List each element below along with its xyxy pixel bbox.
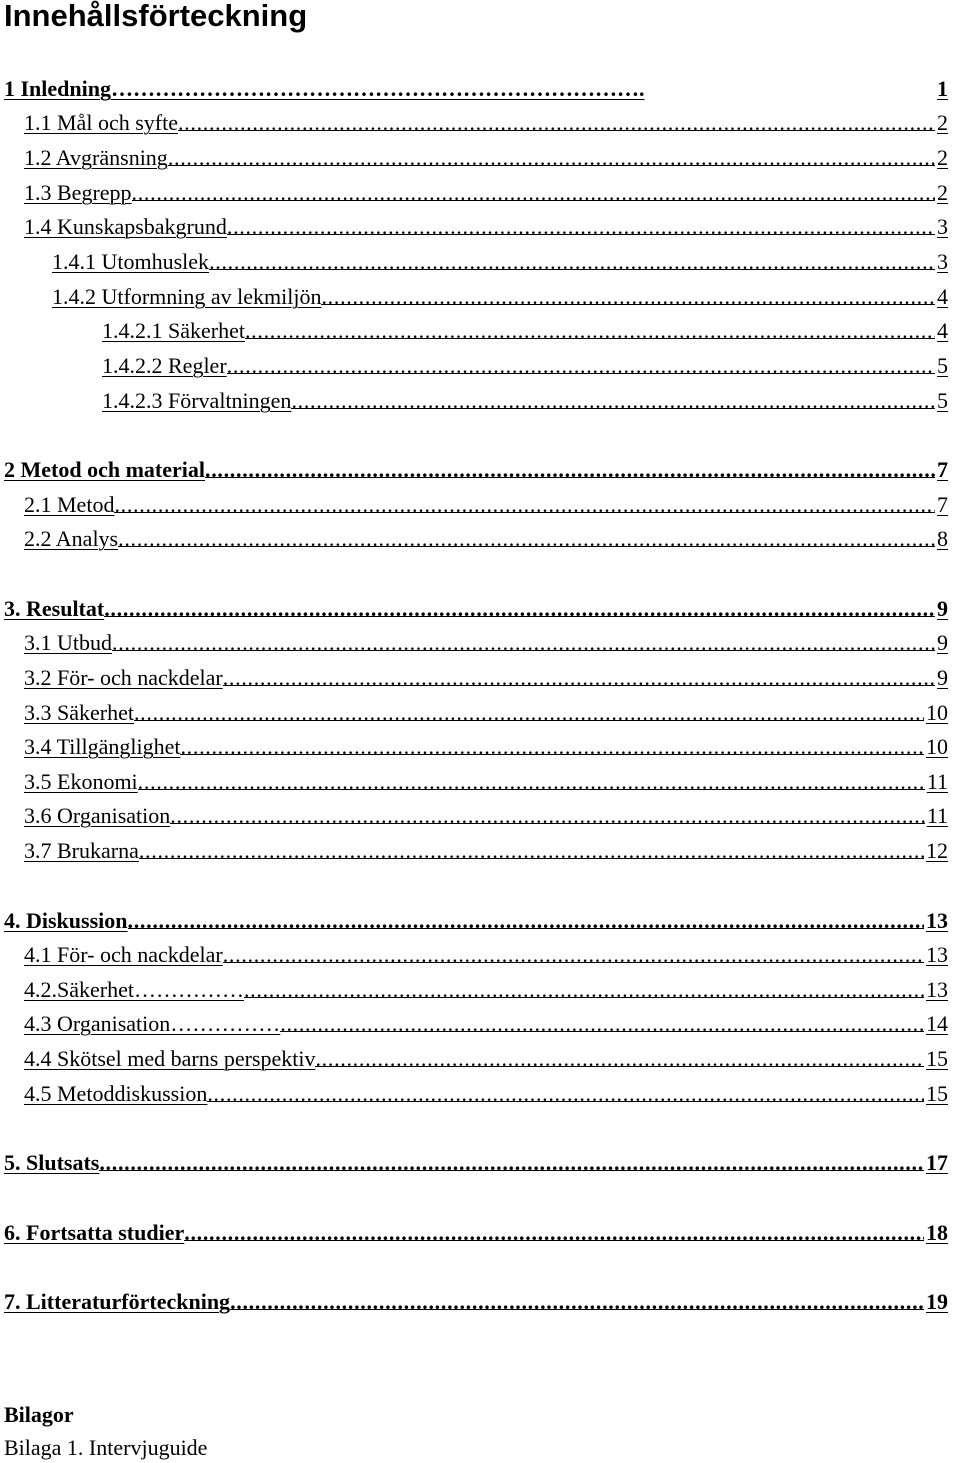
toc-entry-page-number: 15 — [926, 1081, 948, 1106]
dot-leader — [128, 906, 924, 929]
toc-entry-page-number: 13 — [926, 942, 948, 967]
toc-entry-page-number: 3 — [937, 249, 948, 274]
toc-entry-page-number: 11 — [926, 769, 948, 794]
toc-entry[interactable] — [24, 524, 948, 554]
toc-entry[interactable] — [24, 490, 948, 520]
toc-entry-page-number: 2 — [937, 180, 948, 205]
toc-entry[interactable] — [24, 212, 948, 242]
toc-entry-page-number: 19 — [926, 1289, 948, 1314]
toc-entry-label: 3.1 Utbud — [24, 630, 112, 655]
toc-entry-label: 3.4 Tillgänglighet — [24, 734, 181, 759]
toc-entry[interactable] — [24, 628, 948, 658]
toc-entry[interactable] — [102, 351, 948, 381]
toc-entry-label: 3.7 Brukarna — [24, 838, 139, 863]
toc-entry[interactable] — [24, 975, 948, 1005]
toc-entry-page-number: 5 — [937, 388, 948, 413]
toc-entry-label: 3.3 Säkerhet — [24, 700, 134, 725]
toc-entry[interactable] — [24, 940, 948, 970]
toc-entry[interactable] — [4, 1287, 948, 1317]
dot-leader — [99, 1148, 924, 1171]
toc-entry-label: 2.1 Metod — [24, 492, 115, 517]
toc-entry-label: 1 Inledning………………………………………………………………. — [4, 76, 645, 101]
toc-entry[interactable] — [24, 767, 948, 797]
toc-entry[interactable] — [4, 906, 948, 936]
toc-entry-page-number: 7 — [937, 457, 948, 482]
toc-entry-label: 7. Litteraturförteckning — [4, 1289, 231, 1314]
dot-leader — [230, 1287, 924, 1310]
toc-entry-page-number: 9 — [937, 665, 948, 690]
toc-entry[interactable] — [4, 74, 948, 104]
toc-entry-page-number: 13 — [926, 908, 948, 933]
toc-entry-page-number: 8 — [937, 526, 948, 551]
dot-leader — [112, 628, 935, 651]
toc-entry-page-number: 5 — [937, 353, 948, 378]
toc-entry[interactable] — [102, 386, 948, 416]
dot-leader — [223, 940, 924, 963]
toc-entry-label: 1.4 Kunskapsbakgrund — [24, 214, 227, 239]
toc-entry[interactable] — [24, 732, 948, 762]
dot-leader — [170, 801, 925, 824]
toc-entry-page-number: 4 — [937, 284, 948, 309]
toc-entry[interactable] — [24, 1009, 948, 1039]
dot-leader — [291, 386, 935, 409]
toc-entry[interactable] — [24, 663, 948, 693]
toc-entry-label: 1.4.2.1 Säkerhet — [102, 318, 245, 343]
dot-leader — [244, 975, 924, 998]
toc-entry[interactable] — [52, 247, 948, 277]
appendix-heading: Bilagor — [4, 1402, 74, 1427]
toc-entry-label: 3. Resultat — [4, 596, 105, 621]
toc-entry-label: 1.4.1 Utomhuslek — [52, 249, 210, 274]
toc-entry-page-number: 2 — [937, 110, 948, 135]
toc-entry-page-number: 2 — [937, 145, 948, 170]
toc-entry[interactable] — [24, 698, 948, 728]
dot-leader — [205, 455, 935, 478]
toc-entry[interactable] — [24, 178, 948, 208]
toc-entry-label: 5. Slutsats — [4, 1150, 100, 1175]
toc-entry-label: 4.4 Skötsel med barns perspektiv — [24, 1046, 316, 1071]
toc-entry-page-number: 17 — [926, 1150, 948, 1175]
toc-entry-label: 4.1 För- och nackdelar — [24, 942, 223, 967]
dot-leader — [134, 698, 924, 721]
toc-entry-label: 2 Metod och material — [4, 457, 205, 482]
toc-entry-label: 1.4.2.2 Regler — [102, 353, 227, 378]
dot-leader — [280, 1009, 924, 1032]
toc-entry-label: 1.4.2.3 Förvaltningen — [102, 388, 292, 413]
toc-entry-page-number: 12 — [926, 838, 948, 863]
toc-entry[interactable] — [4, 1148, 948, 1178]
dot-leader — [118, 524, 935, 547]
toc-entry-page-number: 14 — [926, 1011, 948, 1036]
toc-entry[interactable] — [24, 108, 948, 138]
toc-entry[interactable] — [102, 316, 948, 346]
toc-entry[interactable] — [4, 1218, 948, 1248]
toc-entry-page-number: 13 — [926, 977, 948, 1002]
dot-leader — [227, 212, 935, 235]
toc-entry-page-number: 7 — [937, 492, 948, 517]
dot-leader — [245, 316, 935, 339]
toc-entry-page-number: 18 — [926, 1220, 948, 1245]
dot-leader — [223, 663, 935, 686]
dot-leader — [209, 247, 935, 270]
toc-entry-label: 6. Fortsatta studier — [4, 1220, 185, 1245]
toc-entry-label: 1.1 Mål och syfte — [24, 110, 178, 135]
dot-leader — [132, 178, 935, 201]
toc-entry[interactable] — [24, 1044, 948, 1074]
toc-entry-label: 4.5 Metoddiskussion — [24, 1081, 208, 1106]
toc-entry-label: 1.2 Avgränsning — [24, 145, 168, 170]
dot-leader — [114, 490, 935, 513]
dot-leader — [178, 108, 935, 131]
toc-entry[interactable] — [24, 801, 948, 831]
toc-entry-label: 3.2 För- och nackdelar — [24, 665, 223, 690]
toc-entry[interactable] — [24, 1079, 948, 1109]
toc-entry-page-number: 10 — [926, 734, 948, 759]
toc-entry-page-number: 11 — [926, 803, 948, 828]
toc-entry-label: 4.2.Säkerhet…………… — [24, 977, 244, 1002]
toc-entry[interactable] — [4, 455, 948, 485]
toc-entry-page-number: 15 — [926, 1046, 948, 1071]
dot-leader — [321, 282, 935, 305]
dot-leader — [207, 1079, 924, 1102]
dot-leader — [180, 732, 924, 755]
toc-entry-label: 1.4.2 Utformning av lekmiljön — [52, 284, 322, 309]
toc-entry-label: 4. Diskussion — [4, 908, 128, 933]
appendix-item: Bilaga 1. Intervjuguide — [4, 1435, 208, 1460]
dot-leader — [315, 1044, 924, 1067]
page-title: Innehållsförteckning — [4, 0, 308, 33]
toc-entry-label: 3.5 Ekonomi — [24, 769, 138, 794]
dot-leader — [104, 594, 935, 617]
dot-leader — [184, 1218, 924, 1241]
toc-entry-label: 1.3 Begrepp — [24, 180, 132, 205]
toc-entry[interactable] — [24, 143, 948, 173]
toc-entry-label: 3.6 Organisation — [24, 803, 171, 828]
dot-leader — [139, 836, 924, 859]
toc-entry-label: 4.3 Organisation…………… — [24, 1011, 281, 1036]
toc-entry-page-number: 1 — [937, 76, 948, 101]
toc-entry-label: 2.2 Analys — [24, 526, 119, 551]
toc-entry-page-number: 10 — [926, 700, 948, 725]
dot-leader — [138, 767, 925, 790]
dot-leader — [227, 351, 935, 374]
dot-leader — [168, 143, 935, 166]
toc-entry-page-number: 3 — [937, 214, 948, 239]
toc-entry-page-number: 9 — [937, 596, 948, 621]
toc-entry-page-number: 9 — [937, 630, 948, 655]
toc-entry-page-number: 4 — [937, 318, 948, 343]
toc-entry[interactable] — [4, 594, 948, 624]
toc-entry[interactable] — [24, 836, 948, 866]
toc-entry[interactable] — [52, 282, 948, 312]
